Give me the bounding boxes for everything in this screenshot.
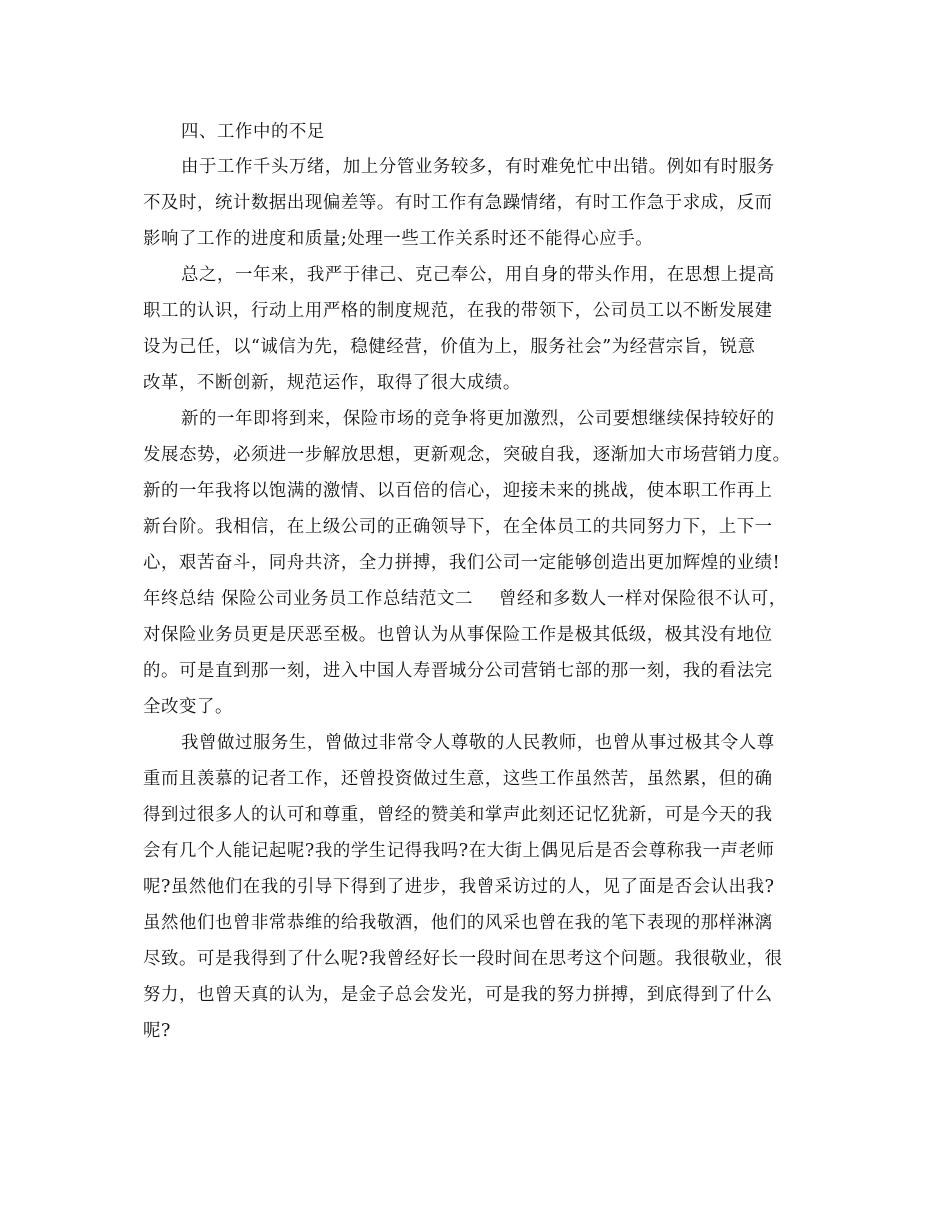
paragraph-start: 曾经和多数人一样对保险很不认可， — [498, 589, 787, 609]
section-heading: 四、工作中的不足 — [181, 122, 325, 142]
paragraph-line: 对保险业务员更是厌恶至极。也曾认为从事保险工作是极其低级，极其没有地位 — [143, 625, 773, 645]
paragraph-line: 发展态势，必须进一步解放思想，更新观念，突破自我，逐渐加大市场营销力度。 — [143, 445, 791, 465]
paragraph-line: 设为己任，以“诚信为先，稳健经营，价值为上，服务社会”为经营宗旨，锐意 — [143, 337, 756, 357]
paragraph-line: 新的一年即将到来，保险市场的竞争将更加激烈，公司要想继续保持较好的 — [181, 409, 775, 429]
paragraph-line: 影响了工作的进度和质量;处理一些工作关系时还不能得心应手。 — [143, 229, 654, 249]
section-title: 年终总结 保险公司业务员工作总结范文二 — [143, 589, 473, 609]
paragraph-line: 由于工作千头万绪，加上分管业务较多，有时难免忙中出错。例如有时服务 — [181, 157, 775, 177]
section-title-line — [143, 588, 823, 610]
paragraph-line: 职工的认识，行动上用严格的制度规范，在我的带领下，公司员工以不断发展建 — [143, 301, 773, 321]
paragraph-line: 重而且羡慕的记者工作，还曾投资做过生意，这些工作虽然苦，虽然累，但的确 — [143, 769, 773, 789]
paragraph-line: 虽然他们也曾非常恭维的给我敬酒，他们的风采也曾在我的笔下表现的那样淋漓 — [143, 913, 773, 933]
paragraph-line: 呢? — [143, 1021, 171, 1041]
paragraph-line: 努力，也曾天真的认为，是金子总会发光，可是我的努力拼搏，到底得到了什么 — [143, 985, 773, 1005]
paragraph-line: 的。可是直到那一刻，进入中国人寿晋城分公司营销七部的那一刻，我的看法完 — [143, 661, 773, 681]
paragraph-line: 不及时，统计数据出现偏差等。有时工作有急躁情绪，有时工作急于求成，反而 — [143, 193, 773, 213]
paragraph-line: 心，艰苦奋斗，同舟共济，全力拼搏，我们公司一定能够创造出更加辉煌的业绩! — [143, 553, 781, 573]
paragraph-line: 新的一年我将以饱满的激情、以百倍的信心，迎接未来的挑战，使本职工作再上 — [143, 481, 773, 501]
paragraph-line: 尽致。可是我得到了什么呢?我曾经好长一段时间在思考这个问题。我很敬业，很 — [143, 949, 783, 969]
paragraph-line: 我曾做过服务生，曾做过非常令人尊敬的人民教师，也曾从事过极其令人尊 — [181, 733, 775, 753]
paragraph-line: 新台阶。我相信，在上级公司的正确领导下，在全体员工的共同努力下，上下一 — [143, 517, 773, 537]
paragraph-line: 会有几个人能记起呢?我的学生记得我吗?在大街上偶见后是否会尊称我一声老师 — [143, 841, 775, 861]
paragraph-line: 得到过很多人的认可和尊重，曾经的赞美和掌声此刻还记忆犹新，可是今天的我 — [143, 805, 773, 825]
paragraph-line: 呢?虽然他们在我的引导下得到了进步，我曾采访过的人，见了面是否会认出我? — [143, 877, 775, 897]
paragraph-line: 总之，一年来，我严于律己、克己奉公，用自身的带头作用，在思想上提高 — [181, 265, 775, 285]
paragraph-line: 全改变了。 — [143, 697, 233, 717]
paragraph-line: 改革，不断创新，规范运作，取得了很大成绩。 — [143, 373, 521, 393]
